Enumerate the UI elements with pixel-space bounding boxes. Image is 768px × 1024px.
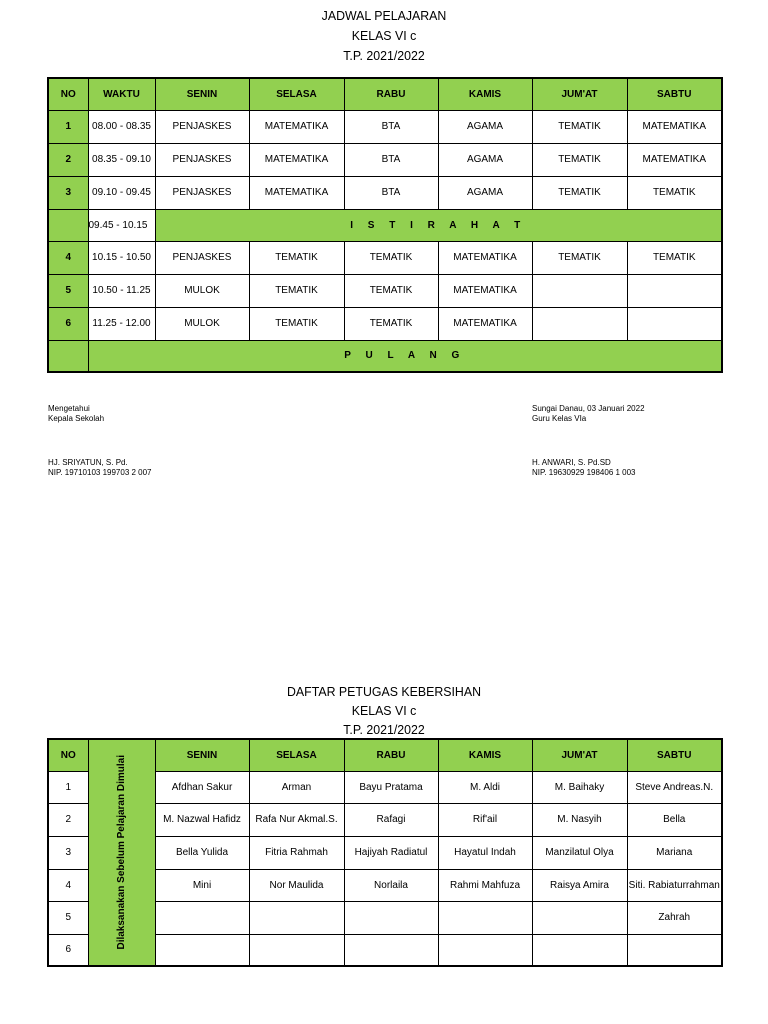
break-row xyxy=(48,209,722,241)
table-row xyxy=(48,110,722,143)
row-time: 11.25 - 12.00 xyxy=(88,307,155,340)
row-no: 6 xyxy=(48,934,88,966)
row-time: 08.00 - 08.35 xyxy=(88,110,155,143)
cell-jumat xyxy=(532,274,627,307)
end-label: P U L A N G xyxy=(88,340,722,372)
signature-left xyxy=(48,404,152,478)
cell-sabtu xyxy=(627,307,722,340)
cell-selasa: Rafa Nur Akmal.S. xyxy=(249,803,344,836)
header-jumat: JUM'AT xyxy=(532,78,627,110)
cleaning-header-selasa: SELASA xyxy=(249,739,344,771)
cell-kamis: AGAMA xyxy=(438,143,532,176)
cleaning-header-kamis: KAMIS xyxy=(438,739,532,771)
cell-senin: PENJASKES xyxy=(155,176,249,209)
cell-senin: PENJASKES xyxy=(155,110,249,143)
cleaning-table xyxy=(47,738,723,967)
cell-rabu: Norlaila xyxy=(344,869,438,901)
table-row xyxy=(48,274,722,307)
cell-kamis: MATEMATIKA xyxy=(438,274,532,307)
cell-rabu: BTA xyxy=(344,143,438,176)
schedule-title xyxy=(19,8,749,64)
header-senin: SENIN xyxy=(155,78,249,110)
signature-right xyxy=(532,404,645,478)
cell-sabtu: MATEMATIKA xyxy=(627,143,722,176)
signature-left-acknowledge: Mengetahui xyxy=(48,404,90,413)
cell-jumat: Manzilatul Olya xyxy=(532,836,627,869)
header-selasa: SELASA xyxy=(249,78,344,110)
cleaning-header-no: NO xyxy=(48,739,88,771)
row-time: 10.50 - 11.25 xyxy=(88,274,155,307)
cell-sabtu xyxy=(627,934,722,966)
cleaning-title-line-1: DAFTAR PETUGAS KEBERSIHAN xyxy=(287,684,481,699)
cell-kamis: AGAMA xyxy=(438,176,532,209)
break-time: 09.45 - 10.15 xyxy=(88,209,155,241)
cell-selasa: Arman xyxy=(249,771,344,803)
cell-rabu xyxy=(344,901,438,934)
schedule-title-line-3: T.P. 2021/2022 xyxy=(343,48,425,63)
row-time: 09.10 - 09.45 xyxy=(88,176,155,209)
cell-jumat xyxy=(532,307,627,340)
schedule-header-row xyxy=(48,78,722,110)
cell-rabu: Hajiyah Radiatul xyxy=(344,836,438,869)
row-no: 2 xyxy=(48,143,88,176)
cleaning-header-sabtu: SABTU xyxy=(627,739,722,771)
end-row xyxy=(48,340,722,372)
row-no: 4 xyxy=(48,869,88,901)
cleaning-title-line-2: KELAS VI c xyxy=(351,703,417,718)
cleaning-title xyxy=(19,684,749,738)
signature-left-role: Kepala Sekolah xyxy=(48,414,105,423)
cell-jumat: TEMATIK xyxy=(532,143,627,176)
cell-kamis: M. Aldi xyxy=(438,771,532,803)
signature-right-place-date: Sungai Danau, 03 Januari 2022 xyxy=(532,404,645,413)
table-row xyxy=(48,307,722,340)
cell-kamis: MATEMATIKA xyxy=(438,307,532,340)
cell-senin: PENJASKES xyxy=(155,241,249,274)
table-row xyxy=(48,241,722,274)
cell-sabtu: Steve Andreas.N. xyxy=(627,771,722,803)
cleaning-header-jumat: JUM'AT xyxy=(532,739,627,771)
cell-selasa: MATEMATIKA xyxy=(249,110,344,143)
cell-senin: PENJASKES xyxy=(155,143,249,176)
cell-jumat: Raisya Amira xyxy=(532,869,627,901)
cell-senin: Bella Yulida xyxy=(155,836,249,869)
cell-sabtu: MATEMATIKA xyxy=(627,110,722,143)
cell-senin xyxy=(155,934,249,966)
cell-selasa: TEMATIK xyxy=(249,307,344,340)
header-waktu: WAKTU xyxy=(88,78,155,110)
row-no: 5 xyxy=(48,274,88,307)
cell-jumat: M. Nasyih xyxy=(532,803,627,836)
cell-selasa: MATEMATIKA xyxy=(249,143,344,176)
cell-kamis: MATEMATIKA xyxy=(438,241,532,274)
cell-sabtu xyxy=(627,274,722,307)
signature-left-name: HJ. SRIYATUN, S. Pd. xyxy=(48,458,128,467)
cell-jumat xyxy=(532,934,627,966)
row-time: 08.35 - 09.10 xyxy=(88,143,155,176)
cell-rabu: BTA xyxy=(344,110,438,143)
row-time: 10.15 - 10.50 xyxy=(88,241,155,274)
cleaning-side-note-cell xyxy=(88,739,155,966)
cell-kamis: Hayatul Indah xyxy=(438,836,532,869)
cell-jumat: M. Baihaky xyxy=(532,771,627,803)
cell-jumat: TEMATIK xyxy=(532,176,627,209)
cell-rabu xyxy=(344,934,438,966)
break-label: I S T I R A H A T xyxy=(155,209,722,241)
cell-kamis: AGAMA xyxy=(438,110,532,143)
cell-jumat: TEMATIK xyxy=(532,241,627,274)
cleaning-header-senin: SENIN xyxy=(155,739,249,771)
end-no-cell xyxy=(48,340,88,372)
cell-senin: MULOK xyxy=(155,274,249,307)
cell-senin: MULOK xyxy=(155,307,249,340)
cell-selasa: Fitria Rahmah xyxy=(249,836,344,869)
schedule-title-line-1: JADWAL PELAJARAN xyxy=(321,8,447,23)
cell-sabtu: TEMATIK xyxy=(627,241,722,274)
cell-selasa: Nor Maulida xyxy=(249,869,344,901)
schedule-title-line-2: KELAS VI c xyxy=(351,28,417,43)
cleaning-header-rabu: RABU xyxy=(344,739,438,771)
header-sabtu: SABTU xyxy=(627,78,722,110)
cell-sabtu: Bella xyxy=(627,803,722,836)
header-no: NO xyxy=(48,78,88,110)
cell-jumat: TEMATIK xyxy=(532,110,627,143)
signature-right-name: H. ANWARI, S. Pd.SD xyxy=(532,458,611,467)
row-no: 5 xyxy=(48,901,88,934)
cell-rabu: BTA xyxy=(344,176,438,209)
cell-rabu: Rafagi xyxy=(344,803,438,836)
cell-selasa: MATEMATIKA xyxy=(249,176,344,209)
cell-sabtu: Siti. Rabiaturrahman xyxy=(627,869,722,901)
cell-selasa: TEMATIK xyxy=(249,274,344,307)
cell-rabu: TEMATIK xyxy=(344,274,438,307)
row-no: 1 xyxy=(48,110,88,143)
cleaning-side-note: Dilaksanakan Sebelum Pelajaran Dimulai xyxy=(116,755,127,950)
row-no: 6 xyxy=(48,307,88,340)
table-row xyxy=(48,143,722,176)
cleaning-title-line-3: T.P. 2021/2022 xyxy=(343,722,425,737)
cell-sabtu: Mariana xyxy=(627,836,722,869)
header-rabu: RABU xyxy=(344,78,438,110)
cell-senin: M. Nazwal Hafidz xyxy=(155,803,249,836)
signature-right-role: Guru Kelas VIa xyxy=(532,414,587,423)
cell-sabtu: Zahrah xyxy=(627,901,722,934)
cell-rabu: Bayu Pratama xyxy=(344,771,438,803)
cell-rabu: TEMATIK xyxy=(344,307,438,340)
cell-sabtu: TEMATIK xyxy=(627,176,722,209)
cell-rabu: TEMATIK xyxy=(344,241,438,274)
cell-senin: Mini xyxy=(155,869,249,901)
cell-selasa: TEMATIK xyxy=(249,241,344,274)
break-no-cell xyxy=(48,209,88,241)
signature-left-nip: NIP. 19710103 199703 2 007 xyxy=(48,468,152,477)
row-no: 3 xyxy=(48,176,88,209)
signature-right-nip: NIP. 19630929 198406 1 003 xyxy=(532,468,636,477)
row-no: 1 xyxy=(48,771,88,803)
cell-kamis: Rahmi Mahfuza xyxy=(438,869,532,901)
cleaning-header-row xyxy=(48,739,722,771)
cell-jumat xyxy=(532,901,627,934)
cell-kamis xyxy=(438,934,532,966)
row-no: 2 xyxy=(48,803,88,836)
cell-kamis: Rif'ail xyxy=(438,803,532,836)
table-row xyxy=(48,176,722,209)
cell-kamis xyxy=(438,901,532,934)
cell-selasa xyxy=(249,934,344,966)
schedule-table xyxy=(47,77,723,373)
cell-selasa xyxy=(249,901,344,934)
row-no: 3 xyxy=(48,836,88,869)
cell-senin xyxy=(155,901,249,934)
header-kamis: KAMIS xyxy=(438,78,532,110)
row-no: 4 xyxy=(48,241,88,274)
cell-senin: Afdhan Sakur xyxy=(155,771,249,803)
